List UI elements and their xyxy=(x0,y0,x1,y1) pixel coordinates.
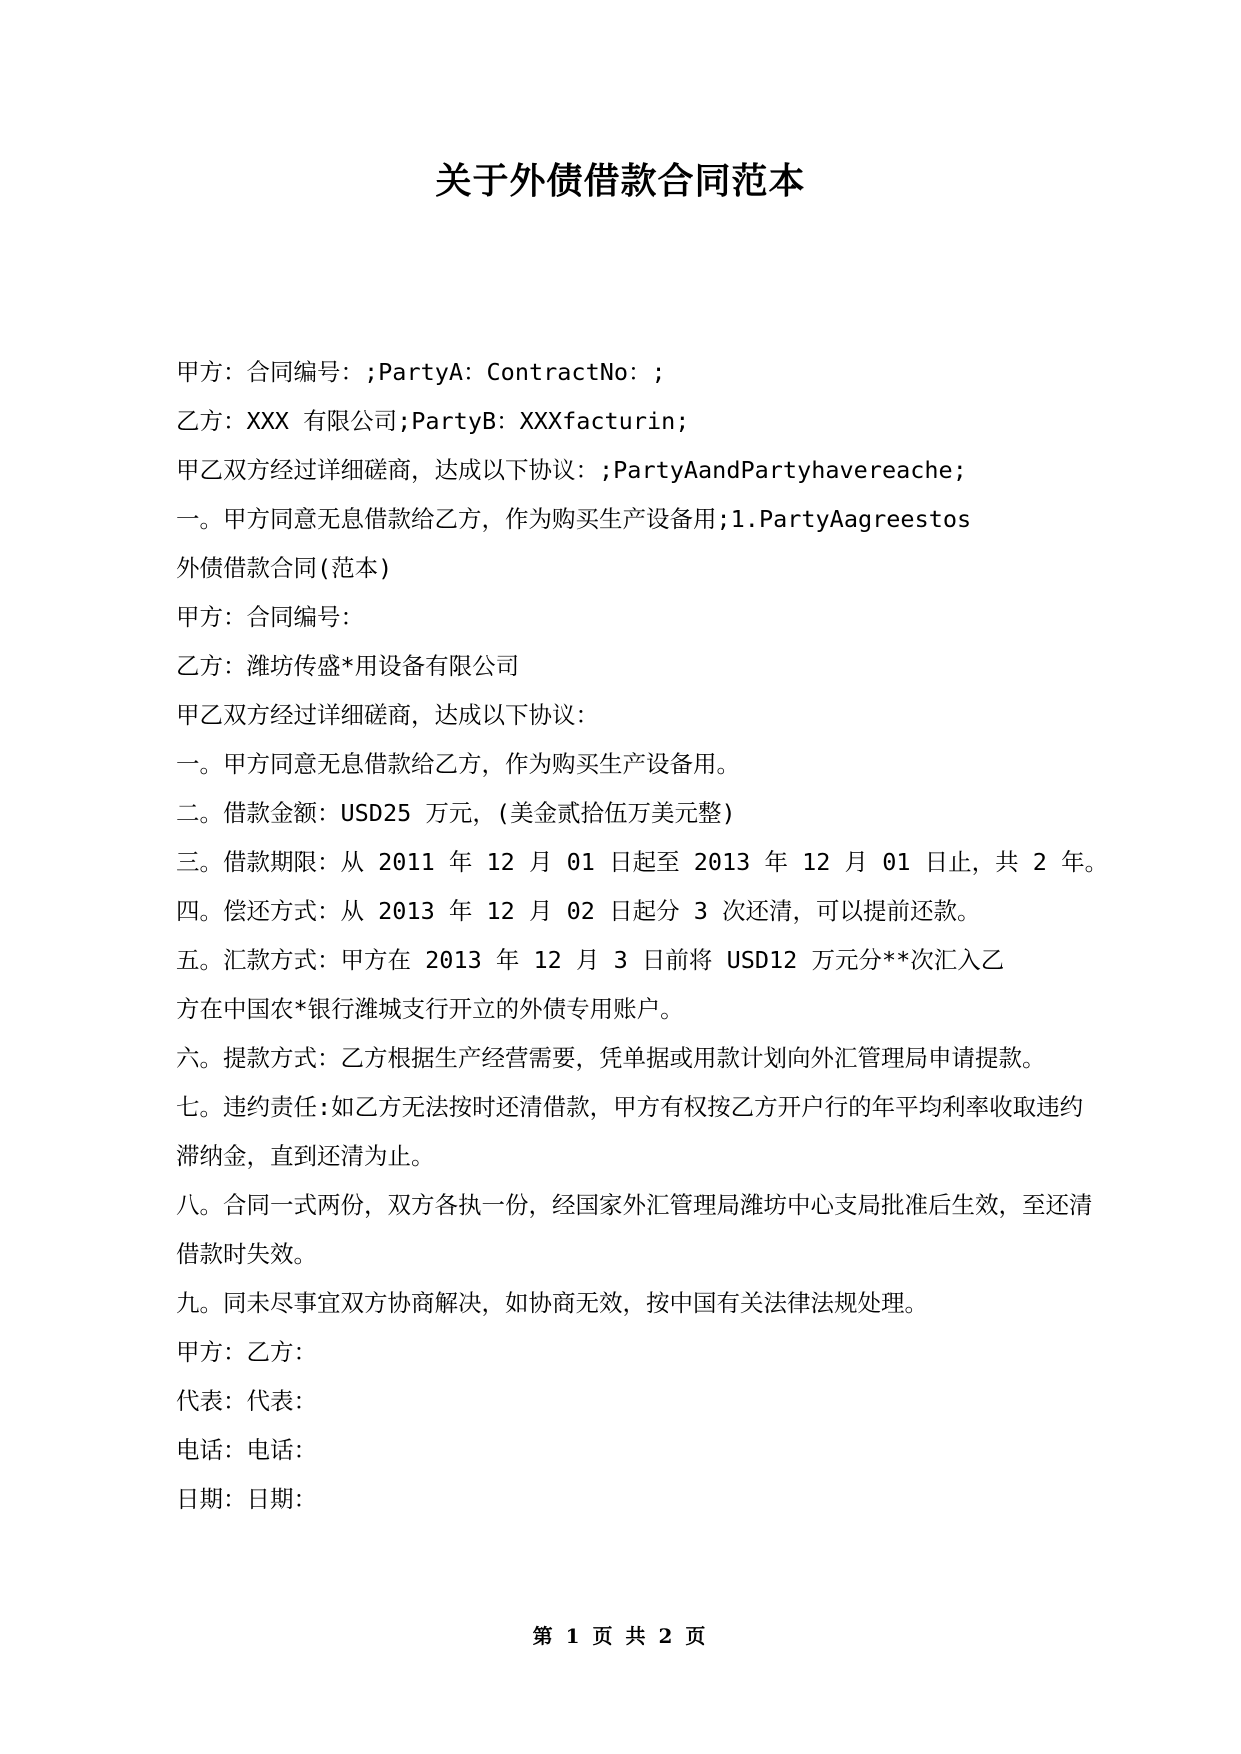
paragraph: 六。提款方式：乙方根据生产经营需要，凭单据或用款计划向外汇管理局申请提款。 xyxy=(176,1044,1046,1072)
paragraph: 乙方：XXX 有限公司;PartyB：XXXfacturin; xyxy=(176,407,690,435)
paragraph: 乙方：潍坊传盛*用设备有限公司 xyxy=(176,652,520,680)
paragraph: 一。甲方同意无息借款给乙方，作为购买生产设备用;1.PartyAagreestos xyxy=(176,505,972,533)
paragraph: 代表：代表： xyxy=(176,1387,317,1415)
paragraph: 一。甲方同意无息借款给乙方，作为购买生产设备用。 xyxy=(176,750,740,778)
paragraph: 甲乙双方经过详细磋商，达成以下协议：;PartyAandPartyhavereache; xyxy=(176,456,967,484)
paragraph: 甲乙双方经过详细磋商，达成以下协议： xyxy=(176,701,599,729)
paragraph: 四。偿还方式：从 2013 年 12 月 02 日起分 3 次还清，可以提前还款。 xyxy=(176,897,981,925)
paragraph: 甲方：乙方： xyxy=(176,1338,317,1366)
paragraph: 五。汇款方式：甲方在 2013 年 12 月 3 日前将 USD12 万元分**次汇入乙 xyxy=(176,946,1005,974)
paragraph: 九。同未尽事宜双方协商解决，如协商无效，按中国有关法律法规处理。 xyxy=(176,1289,928,1317)
paragraph: 二。借款金额：USD25 万元，(美金贰拾伍万美元整) xyxy=(176,799,736,827)
paragraph: 甲方：合同编号：;PartyA：ContractNo：; xyxy=(176,358,666,386)
paragraph: 七。违约责任:如乙方无法按时还清借款，甲方有权按乙方开户行的年平均利率收取违约滞纳金，直到还清为止。 xyxy=(176,1093,1084,1170)
page-title: 关于外债借款合同范本 xyxy=(435,161,806,202)
paragraph: 方在中国农*银行潍城支行开立的外债专用账户。 xyxy=(176,995,684,1023)
paragraph: 八。合同一式两份，双方各执一份，经国家外汇管理局潍坊中心支局批准后生效，至还清借款时失效。 xyxy=(176,1191,1093,1268)
paragraph: 三。借款期限：从 2011 年 12 月 01 日起至 2013 年 12 月 01 日止，共 2 年。 xyxy=(176,848,1109,876)
paragraph: 日期：日期： xyxy=(176,1485,317,1513)
page-footer: 第 1 页 共 2 页 xyxy=(532,1624,709,1648)
document-body xyxy=(152,348,1109,1524)
paragraph: 甲方：合同编号： xyxy=(176,603,364,631)
paragraph: 外债借款合同(范本) xyxy=(176,554,393,582)
paragraph: 电话：电话： xyxy=(176,1436,317,1464)
